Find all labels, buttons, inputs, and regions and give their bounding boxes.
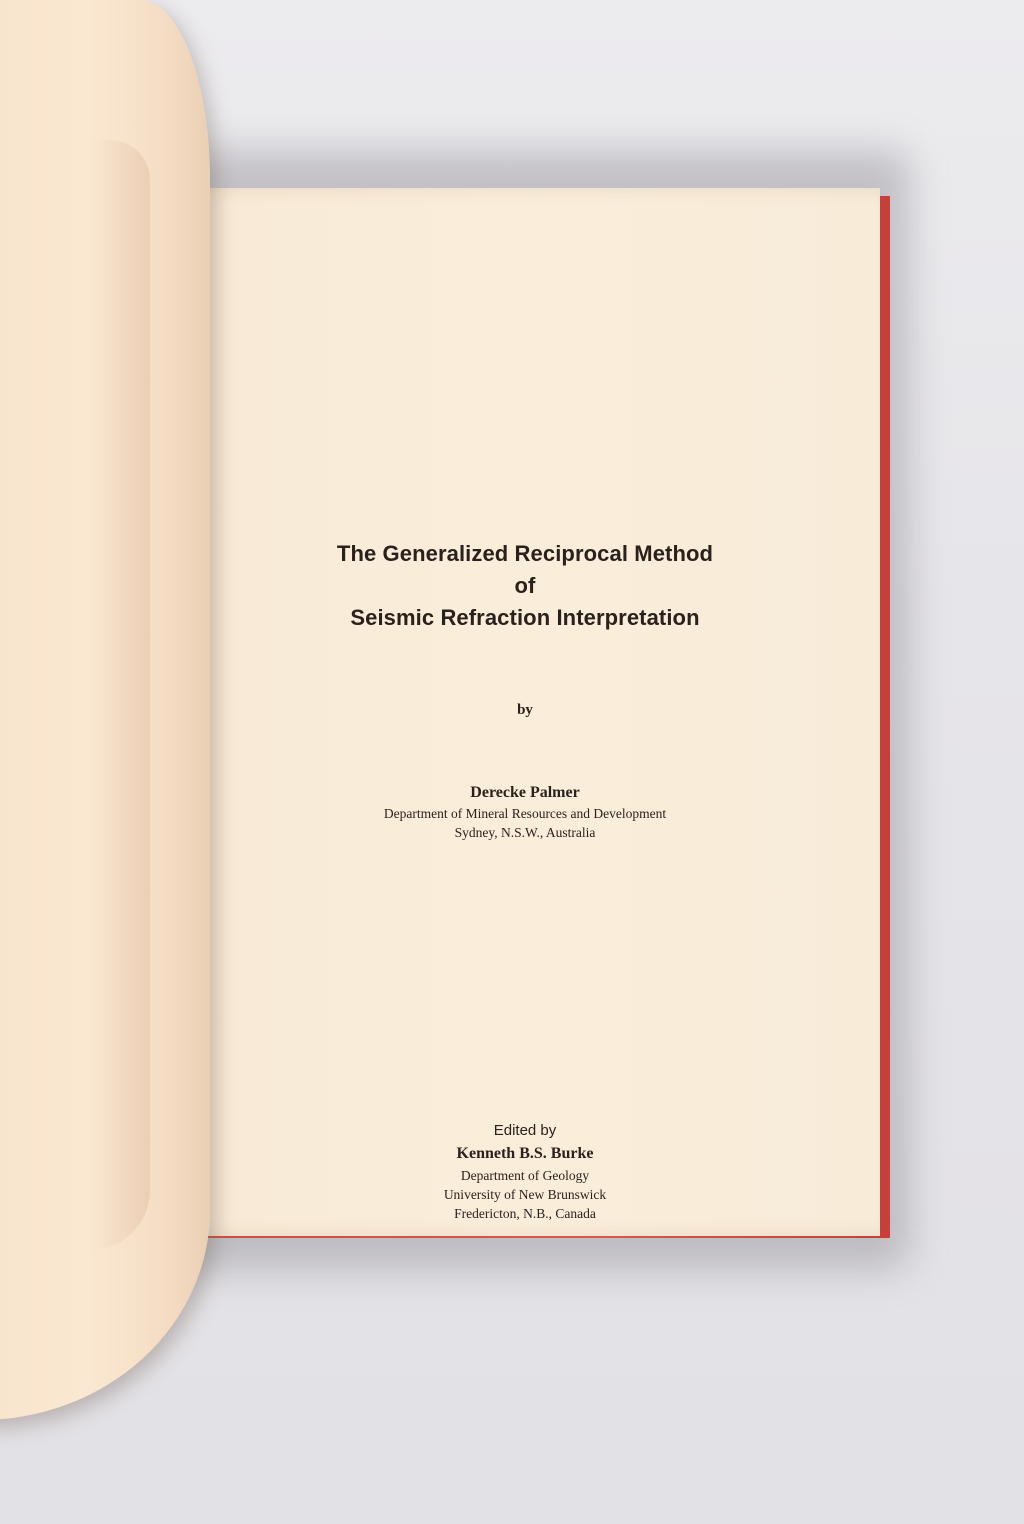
editor-affiliation-line-3: Fredericton, N.B., Canada xyxy=(454,1206,596,1221)
author-affiliation-line-2: Sydney, N.S.W., Australia xyxy=(454,825,596,840)
editor-block xyxy=(170,1120,880,1223)
title-line-1: The Generalized Reciprocal Method xyxy=(336,541,714,566)
title-page-content xyxy=(170,188,880,1236)
title-page-text-area xyxy=(170,188,882,1236)
editor-name: Kenneth B.S. Burke xyxy=(456,1145,594,1162)
editor-affiliation-line-2: University of New Brunswick xyxy=(443,1187,607,1202)
author-name: Derecke Palmer xyxy=(470,784,580,801)
author-block xyxy=(170,782,880,842)
by-label: by xyxy=(517,702,533,718)
editor-affiliation-line-1: Department of Geology xyxy=(460,1168,590,1183)
author-affiliation-line-1: Department of Mineral Resources and Development xyxy=(383,806,667,821)
title-line-3: Seismic Refraction Interpretation xyxy=(350,605,700,630)
left-page-curl-shading xyxy=(90,140,150,1250)
title-line-2: of xyxy=(514,573,536,598)
edited-by-label: Edited by xyxy=(493,1122,557,1139)
title-page xyxy=(170,188,880,1236)
left-blank-page xyxy=(0,0,210,1420)
book-title xyxy=(170,538,880,634)
